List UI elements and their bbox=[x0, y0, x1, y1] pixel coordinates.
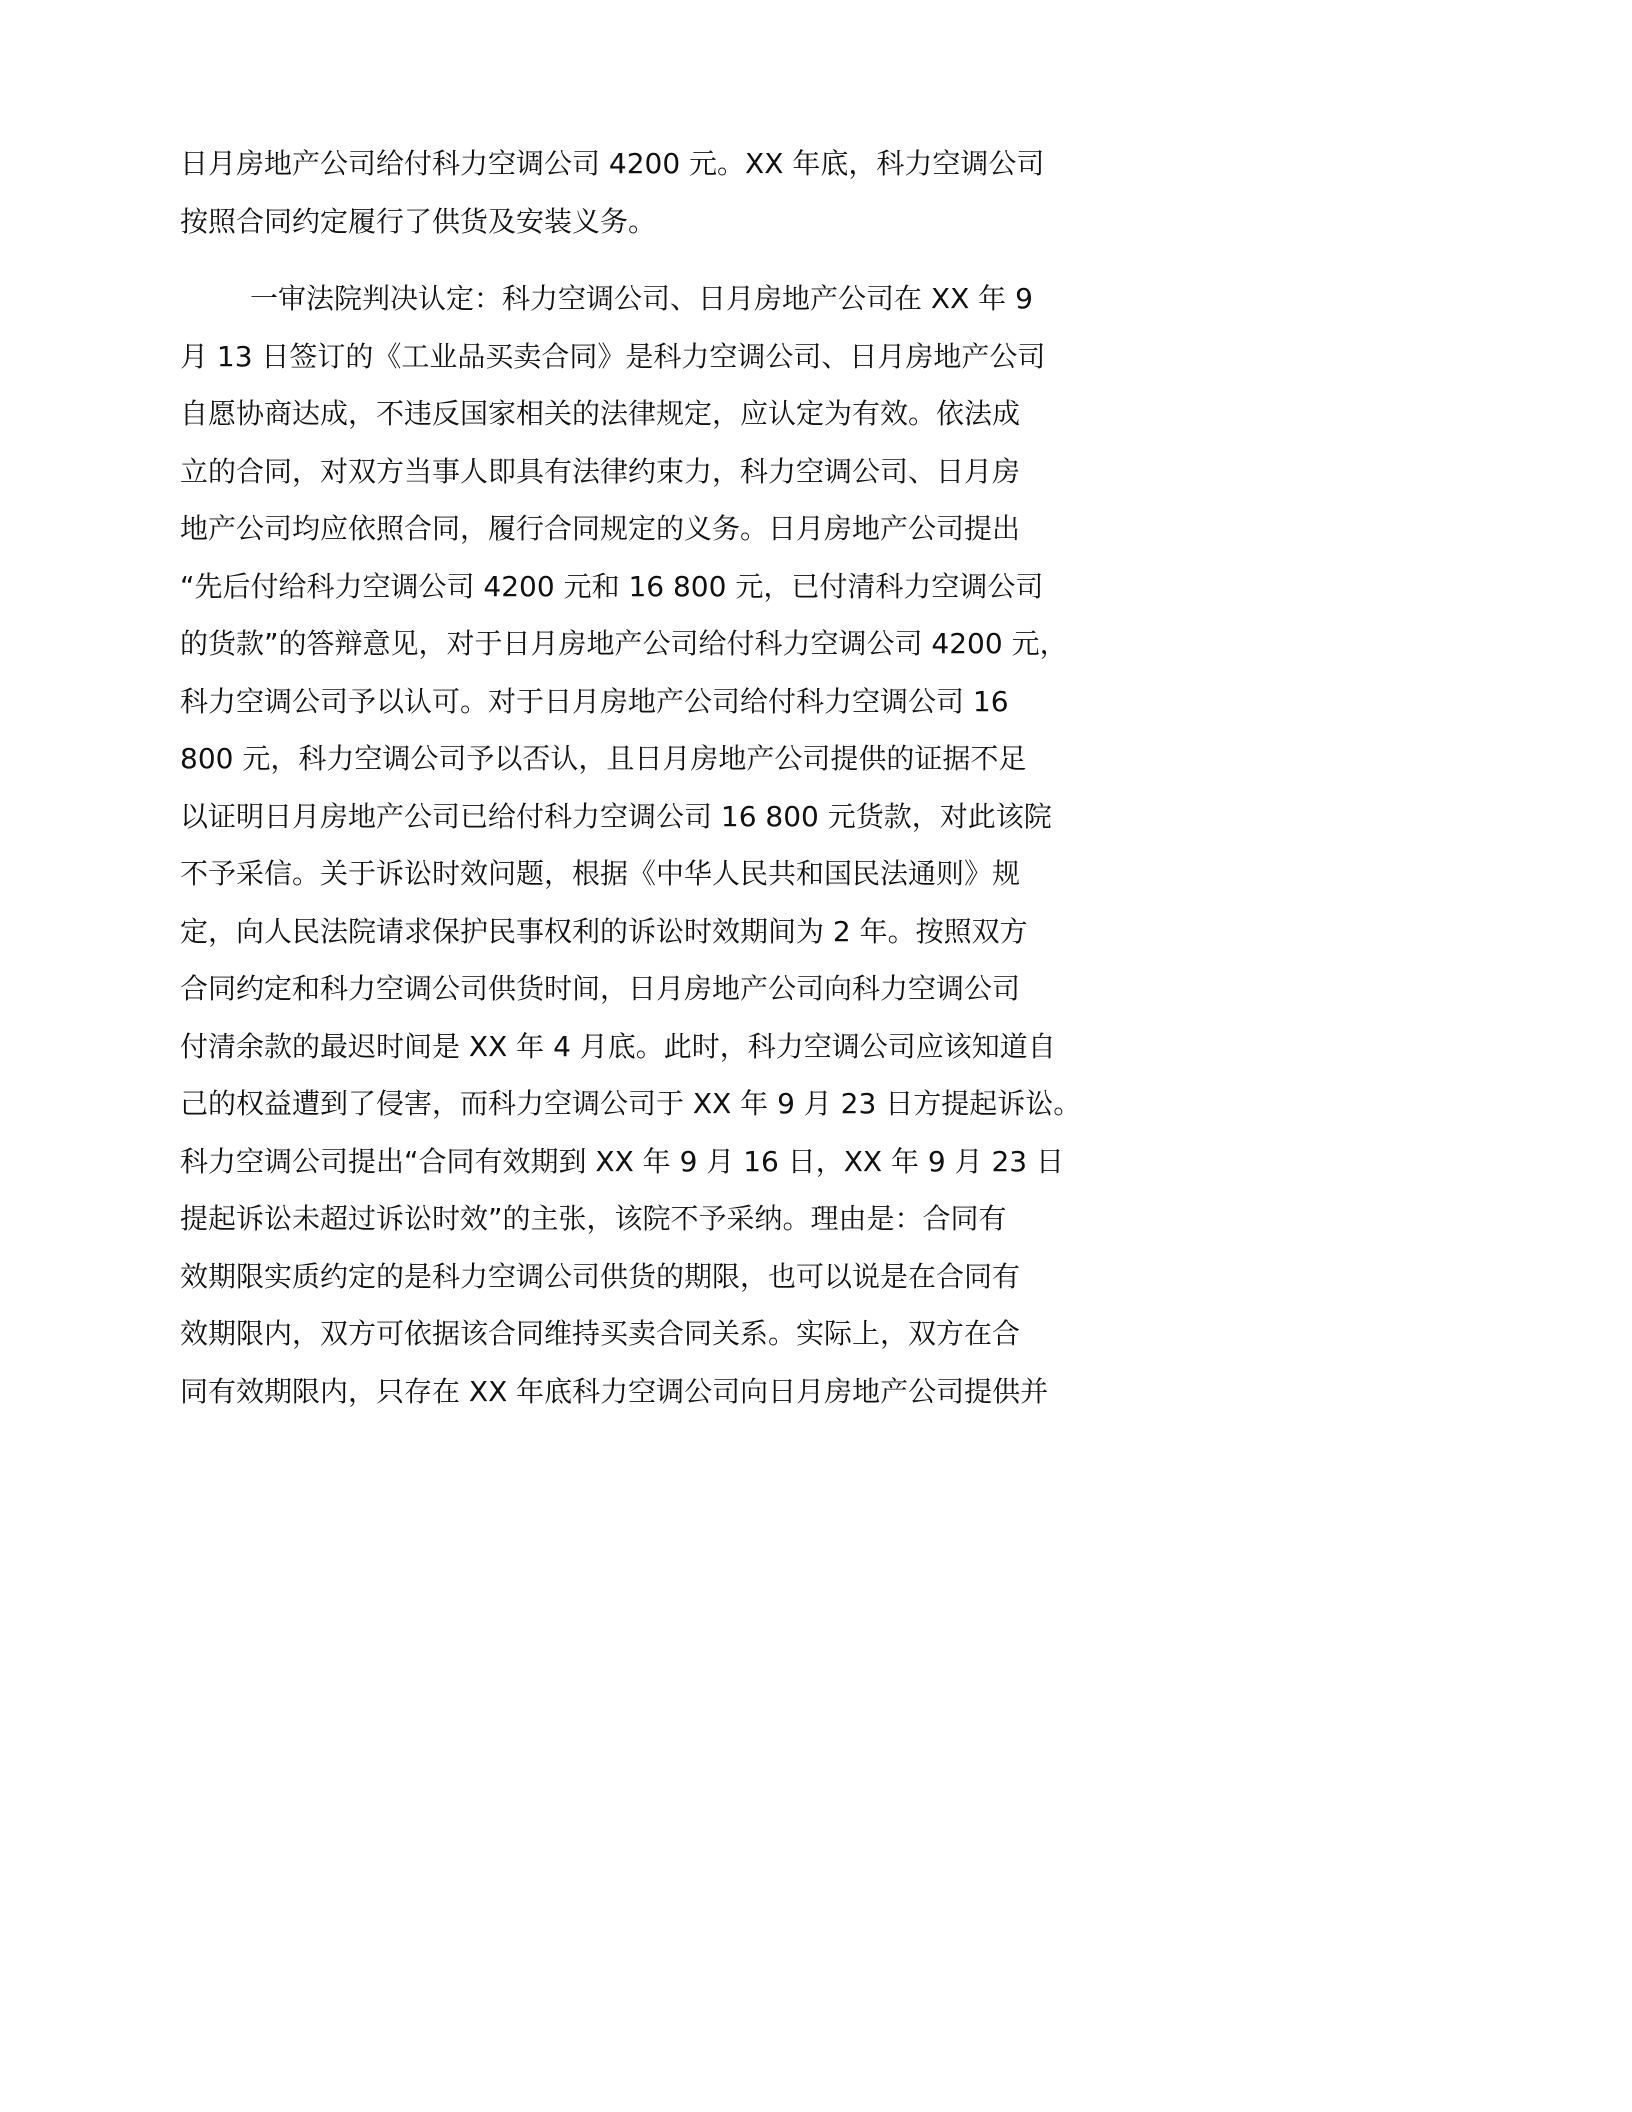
text-line: 按照合同约定履行了供货及安装义务。 bbox=[180, 204, 657, 238]
text-line: 日月房地产公司给付科力空调公司 4200 元。XX 年底，科力空调公司 bbox=[180, 147, 1045, 180]
text-line: 800 元，科力空调公司予以否认，且日月房地产公司提供的证据不足 bbox=[180, 742, 1027, 775]
text-line: 效期限实质约定的是科力空调公司供货的期限，也可以说是在合同有 bbox=[180, 1259, 1021, 1293]
text-line: 立的合同，对双方当事人即具有法律约束力，科力空调公司、日月房 bbox=[180, 454, 1021, 488]
text-line: 的货款”的答辩意见，对于日月房地产公司给付科力空调公司 4200 元， bbox=[180, 627, 1068, 660]
paragraph-1 bbox=[180, 135, 1060, 250]
text-line: 以证明日月房地产公司已给付科力空调公司 16 800 元货款，对此该院 bbox=[180, 799, 1052, 833]
text-line: 科力空调公司提出“合同有效期到 XX 年 9 月 16 日，XX 年 9 月 23 日 bbox=[180, 1144, 1065, 1178]
text-line: 效期限内，双方可依据该合同维持买卖合同关系。实际上，双方在合 bbox=[180, 1317, 1021, 1350]
text-line: “先后付给科力空调公司 4200 元和 16 800 元，已付清科力空调公司 bbox=[180, 569, 1044, 603]
text-line: 提起诉讼未超过诉讼时效”的主张，该院不予采纳。理由是：合同有 bbox=[180, 1202, 1007, 1235]
text-line: 定，向人民法院请求保护民事权利的诉讼时效期间为 2 年。按照双方 bbox=[180, 914, 1028, 948]
text-line: 科力空调公司予以认可。对于日月房地产公司给付科力空调公司 16 bbox=[180, 684, 1009, 718]
text-line: 不予采信。关于诉讼时效问题，根据《中华人民共和国民法通则》规 bbox=[180, 857, 1021, 890]
text-line: 自愿协商达成，不违反国家相关的法律规定，应认定为有效。依法成 bbox=[180, 397, 1021, 430]
text-line: 己的权益遭到了侵害，而科力空调公司于 XX 年 9 月 23 日方提起诉讼。 bbox=[180, 1087, 1082, 1120]
text-line: 付清余款的最迟时间是 XX 年 4 月底。此时，科力空调公司应该知道自 bbox=[180, 1029, 1056, 1063]
text-line: 一审法院判决认定：科力空调公司、日月房地产公司在 XX 年 9 bbox=[250, 282, 1033, 315]
text-line: 合同约定和科力空调公司供货时间，日月房地产公司向科力空调公司 bbox=[180, 972, 1021, 1005]
paragraph-2 bbox=[180, 270, 1082, 1420]
text-line: 月 13 日签订的《工业品买卖合同》是科力空调公司、日月房地产公司 bbox=[180, 339, 1046, 373]
text-line: 同有效期限内，只存在 XX 年底科力空调公司向日月房地产公司提供并 bbox=[180, 1374, 1049, 1408]
text-line: 地产公司均应依照合同，履行合同规定的义务。日月房地产公司提出 bbox=[180, 512, 1021, 545]
